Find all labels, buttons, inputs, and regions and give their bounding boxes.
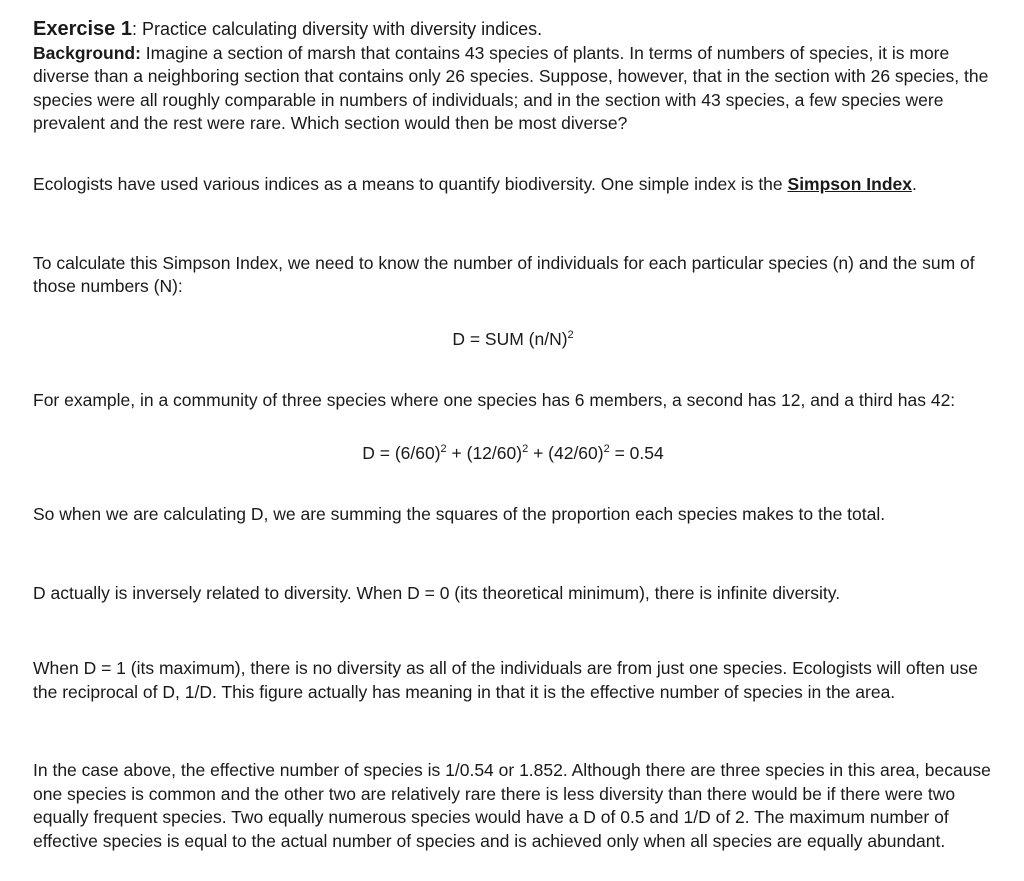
formula1-base: D = SUM (n/N) — [452, 329, 568, 349]
formula2-term3: + (42/60) — [528, 443, 604, 463]
exercise-colon: : — [131, 19, 137, 39]
formula2-exp2: 2 — [522, 443, 529, 456]
formula2-result: = 0.54 — [609, 443, 664, 463]
exercise-heading — [33, 18, 993, 42]
indices-end: . — [911, 174, 917, 194]
background-label: Background: — [33, 42, 141, 63]
summing-paragraph: So when we are calculating D, we are summing the squares of the proportion each species makes to the total. — [33, 504, 886, 524]
example-intro-paragraph: For example, in a community of three species where one species has 6 members, a second has 12, and a third has 42: — [33, 390, 956, 410]
formula2-exp1: 2 — [440, 443, 447, 456]
formula1-exponent: 2 — [567, 329, 574, 342]
formula2-exp3: 2 — [603, 443, 610, 456]
background-paragraph — [33, 42, 993, 136]
example-formula — [33, 442, 993, 466]
simpson-formula — [33, 328, 993, 352]
calc-intro-paragraph: To calculate this Simpson Index, we need to know the number of individuals for each particular species (n) and the sum of those numbers (N): — [33, 252, 975, 296]
exercise-heading-block — [33, 18, 993, 136]
maximum-paragraph: When D = 1 (its maximum), there is no diversity as all of the individuals are from just one species. Ecologists will often use the reciprocal of D, 1/D. This figure actually has meaning in that it is the effective number of species in the area. — [33, 658, 978, 702]
effective-species-paragraph: In the case above, the effective number of species is 1/0.54 or 1.852. Although there are three species in this area, because one species is common and the other two are relatively rare there is less diversity than there would be if there were two equally frequent species. Two equally numerous species would have a D of 0.5 and 1/D of 2. The maximum number of effective species is equal to the actual number of species and is achieved only when all species are equally abundant. — [33, 760, 991, 851]
simpson-index-term: Simpson Index — [787, 174, 912, 194]
background-text: Imagine a section of marsh that contains 43 species of plants. In terms of numbers of species, it is more diverse than a neighboring section that contains only 26 species. Suppose, however, that in the section with 26 species, the species were all roughly comparable in numbers of individuals; and in the section with 43 species, a few species were prevalent and the rest were rare. Which section would then be most diverse? — [33, 42, 989, 133]
formula2-term2: + (12/60) — [446, 443, 523, 463]
exercise-title: Practice calculating diversity with diversity indices. — [137, 19, 543, 39]
document-page — [33, 18, 993, 871]
indices-text: Ecologists have used various indices as a means to quantify biodiversity. One simple index is the — [33, 174, 788, 194]
inverse-paragraph: D actually is inversely related to diversity. When D = 0 (its theoretical minimum), there is infinite diversity. — [33, 582, 841, 603]
indices-paragraph — [33, 173, 993, 197]
exercise-label: Exercise 1 — [33, 18, 132, 40]
formula2-term1: D = (6/60) — [362, 443, 441, 463]
